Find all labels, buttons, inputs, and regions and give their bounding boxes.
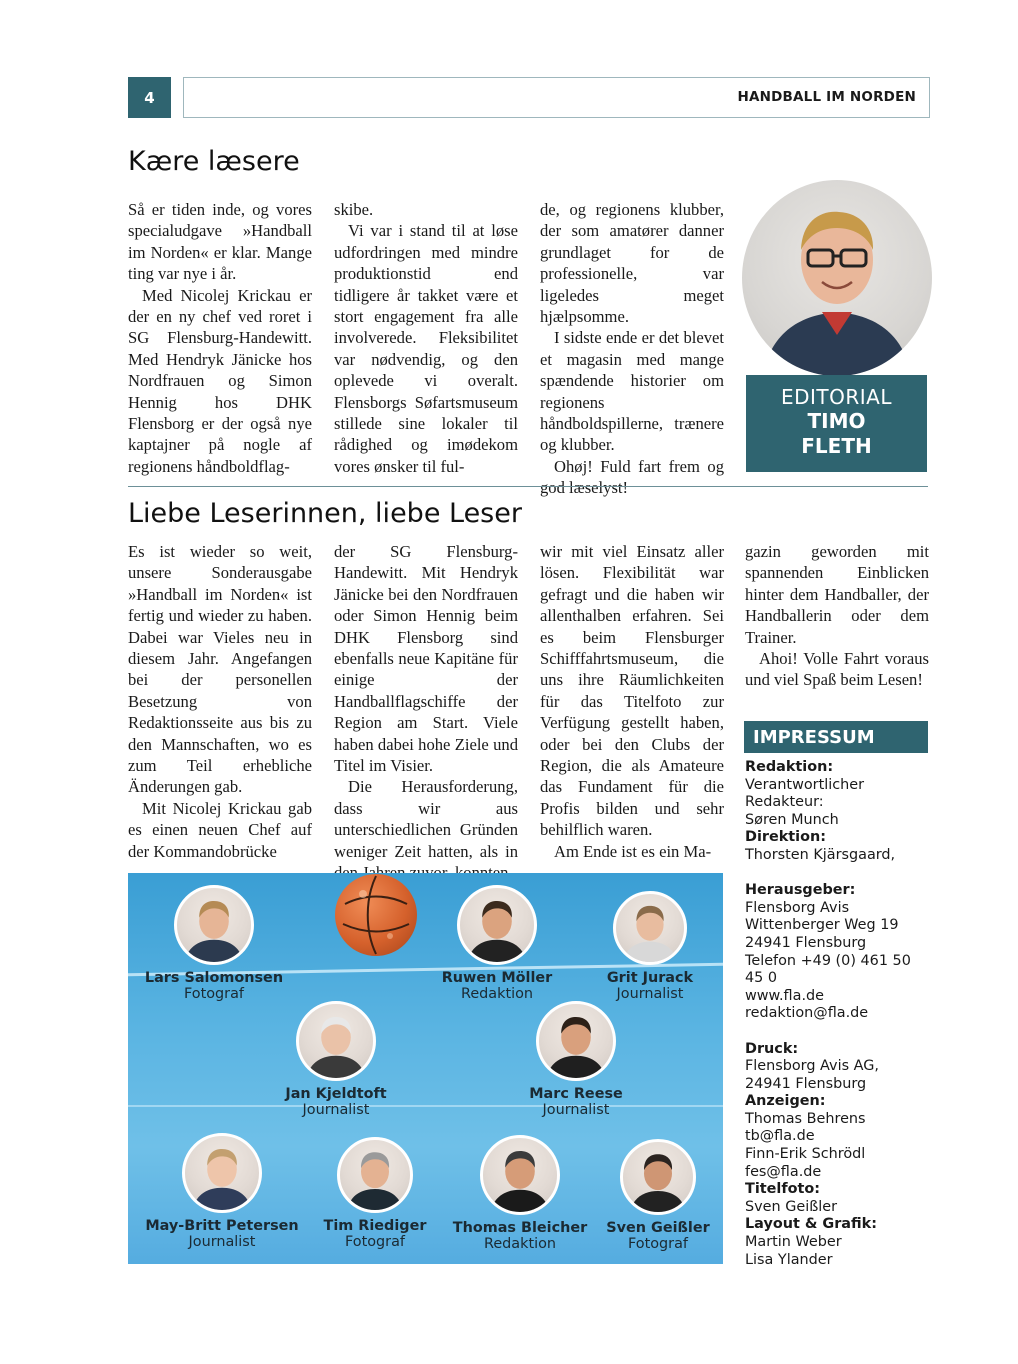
team-member <box>578 1139 723 1252</box>
impressum-value: fes@fla.de <box>745 1163 822 1180</box>
paragraph: Vi var i stand til at løse udfordringen med mindre produktionstid end tidligere år takket være et stort engagement fra alle involverede. Fleksibilitet var nødvendig, og den oplevede vi overalt. Flensborgs Søfartsmuseum stillede sine lokaler til rådighed og imødekom vores ønsker til ful- <box>334 221 518 476</box>
impressum-value: www.fla.de <box>745 987 825 1004</box>
team-member-photo <box>620 1139 696 1215</box>
paragraph: Mit Nicolej Krickau gab es einen neuen Chef auf der Kommandobrücke <box>128 798 312 861</box>
team-member-role: Fotograf <box>345 1234 405 1250</box>
paragraph: gazin geworden mit spannenden Einblicken hinter dem Handballer, der Handballerin oder dem Trainer. <box>745 542 929 647</box>
german-column-4 <box>745 541 929 691</box>
spacer <box>745 865 935 883</box>
danish-column-2 <box>334 199 518 477</box>
editor-portrait <box>742 180 932 376</box>
editorial-label: EDITORIAL <box>780 385 892 409</box>
impressum-value: Verantwortlicher <box>745 776 865 793</box>
impressum-value: redaktion@fla.de <box>745 1005 869 1022</box>
page-number: 4 <box>128 77 171 118</box>
impressum-value: Finn-Erik Schrödl <box>745 1146 866 1163</box>
team-member-role: Fotograf <box>184 986 244 1002</box>
team-member-role: Journalist <box>542 1102 610 1118</box>
paragraph: Es ist wieder so weit, unsere Sonderausgabe »Handball im Norden« ist fertig und wieder zu haben. Dabei war Vieles neu in diesem Jahr. Angefangen bei der personellen Besetzung von Redaktionsseite aus bis zu den Mannschaften, wo es zum Teil erhebliche Änderungen gab. <box>128 542 312 797</box>
team-member-name: Thomas Bleicher <box>452 1220 588 1236</box>
team-member-role: Journalist <box>302 1102 370 1118</box>
team-panel <box>128 873 723 1264</box>
impressum-list <box>745 759 935 1269</box>
header-bar <box>183 77 930 118</box>
editor-last-name: FLETH <box>801 434 872 458</box>
impressum-label: Titelfoto: <box>745 1181 820 1198</box>
team-member-name: Marc Reese <box>529 1086 623 1102</box>
impressum-value: Flensborg Avis AG, <box>745 1058 879 1075</box>
team-member-role: Journalist <box>188 1234 256 1250</box>
team-member-photo <box>337 1137 413 1213</box>
paragraph: Med Nicolej Krickau er der en ny chef ved roret i SG Flensburg-Handewitt. Med Hendryk Jänicke hos Nordfrauen og Simon Hennig hos DHK Flensborg er der også nye kaptajner på nogle af regionens håndboldflag- <box>128 285 312 476</box>
team-member-role: Journalist <box>616 986 684 1002</box>
team-member-role: Fotograf <box>628 1236 688 1252</box>
impressum-value: Flensborg Avis <box>745 899 850 916</box>
impressum-value: 24941 Flensburg <box>745 934 867 951</box>
team-member-name: May-Britt Petersen <box>145 1218 299 1234</box>
team-member-name: Lars Salomonsen <box>144 970 284 986</box>
impressum-label: Direktion: <box>745 829 827 846</box>
impressum-label: Herausgeber: <box>745 882 856 899</box>
paragraph: der SG Flensburg-Handewitt. Mit Hendryk Jänicke bei den Nordfrauen oder Simon Hennig beim DHK Flensborg sind ebenfalls neue Kapitäne für einige der Handballflagschiffe der Region am Start. Viele haben dabei hohe Ziele und Titel im Visier. <box>334 542 518 776</box>
team-member-name: Ruwen Möller <box>441 970 553 986</box>
team-member-role: Redaktion <box>460 986 534 1002</box>
paragraph: Ahoi! Volle Fahrt voraus und viel Spaß beim Lesen! <box>745 649 929 690</box>
impressum-label: Anzeigen: <box>745 1093 826 1110</box>
impressum-label: Druck: <box>745 1040 799 1057</box>
editorial-label-box <box>746 375 927 472</box>
team-member-photo <box>182 1133 262 1213</box>
team-member-photo <box>536 1001 616 1081</box>
team-member-name: Sven Geißler <box>606 1220 710 1236</box>
impressum-heading: IMPRESSUM <box>744 721 928 753</box>
paragraph: Så er tiden inde, og vores specialudgave »Handball im Norden« er klar. Mange ting var nye i år. <box>128 200 312 284</box>
team-member <box>256 1001 416 1118</box>
paragraph: de, og regionens klubber, der som amatører danner grundlaget for de professionelle, var ligeledes meget hjælpsomme. <box>540 200 724 327</box>
impressum-value: Thorsten Kjärsgaard, <box>745 846 896 863</box>
german-column-3 <box>540 541 724 862</box>
team-member <box>570 891 723 1002</box>
team-member-role: Redaktion <box>483 1236 557 1252</box>
team-member-name: Jan Kjeldtoft <box>285 1086 387 1102</box>
impressum-label: Layout & Grafik: <box>745 1216 878 1233</box>
impressum-value: 24941 Flensburg <box>745 1075 867 1092</box>
german-heading: Liebe Leserinnen, liebe Leser <box>128 498 522 529</box>
team-member-photo <box>480 1135 560 1215</box>
impressum-value: Søren Munch <box>745 811 839 828</box>
team-member-photo <box>296 1001 376 1081</box>
publication-title: HANDBALL IM NORDEN <box>737 89 916 105</box>
editor-first-name: TIMO <box>807 409 866 433</box>
german-column-2 <box>334 541 518 884</box>
paragraph: Die Herausforderung, dass wir aus unterschiedlichen Gründen weniger Zeit hatten, als in <box>334 777 518 861</box>
team-member-name: Tim Riediger <box>323 1218 427 1234</box>
team-member <box>440 1135 600 1252</box>
team-member <box>496 1001 656 1118</box>
impressum-value: Sven Geißler <box>745 1198 838 1215</box>
paragraph: skibe. <box>334 200 374 219</box>
impressum-value: Thomas Behrens <box>745 1110 866 1127</box>
team-member-photo <box>174 885 254 965</box>
team-member-photo <box>457 885 537 965</box>
paragraph: Ohøj! Fuld fart frem og god læselyst! <box>540 456 724 498</box>
paragraph: wir mit viel Einsatz aller lösen. Flexibilität war gefragt und die haben wir allenthalben erfahren. Sei es beim Flensburger Schifffahrtsmuseum, die uns ihre Räumlichkeiten für das Titelfoto zur Verfügung gestellt haben, oder bei den Clubs der Region, die als Amateure das Fundament für die Profis bilden und sehr behilflich waren. <box>540 542 724 840</box>
paragraph: I sidste ende er det blevet et magasin med mange spændende historier om regionens håndboldspillerne, trænere og klubber. <box>540 328 724 455</box>
team-member-photo <box>613 891 687 965</box>
team-member <box>295 1137 455 1250</box>
team-member <box>134 885 294 1002</box>
team-member <box>417 885 577 1002</box>
danish-heading: Kære læsere <box>128 146 300 177</box>
section-divider <box>128 486 928 487</box>
team-member <box>142 1133 302 1250</box>
impressum-value: Martin Weber <box>745 1234 842 1251</box>
impressum-value: Redakteur: <box>745 794 824 811</box>
spacer <box>745 1023 935 1041</box>
team-member-name: Grit Jurack <box>606 970 694 986</box>
impressum-value: 45 0 <box>745 970 778 987</box>
impressum-value: Lisa Ylander <box>745 1251 833 1268</box>
impressum-value: Telefon +49 (0) 461 50 <box>745 952 911 969</box>
danish-column-3 <box>540 199 724 499</box>
impressum-value: tb@fla.de <box>745 1128 815 1145</box>
impressum-label: Redaktion: <box>745 759 834 775</box>
impressum-value: Wittenberger Weg 19 <box>745 917 899 934</box>
german-column-1 <box>128 541 312 862</box>
handball-image <box>335 874 417 956</box>
paragraph: Am Ende ist es ein Ma- <box>554 841 712 861</box>
danish-column-1 <box>128 199 312 477</box>
